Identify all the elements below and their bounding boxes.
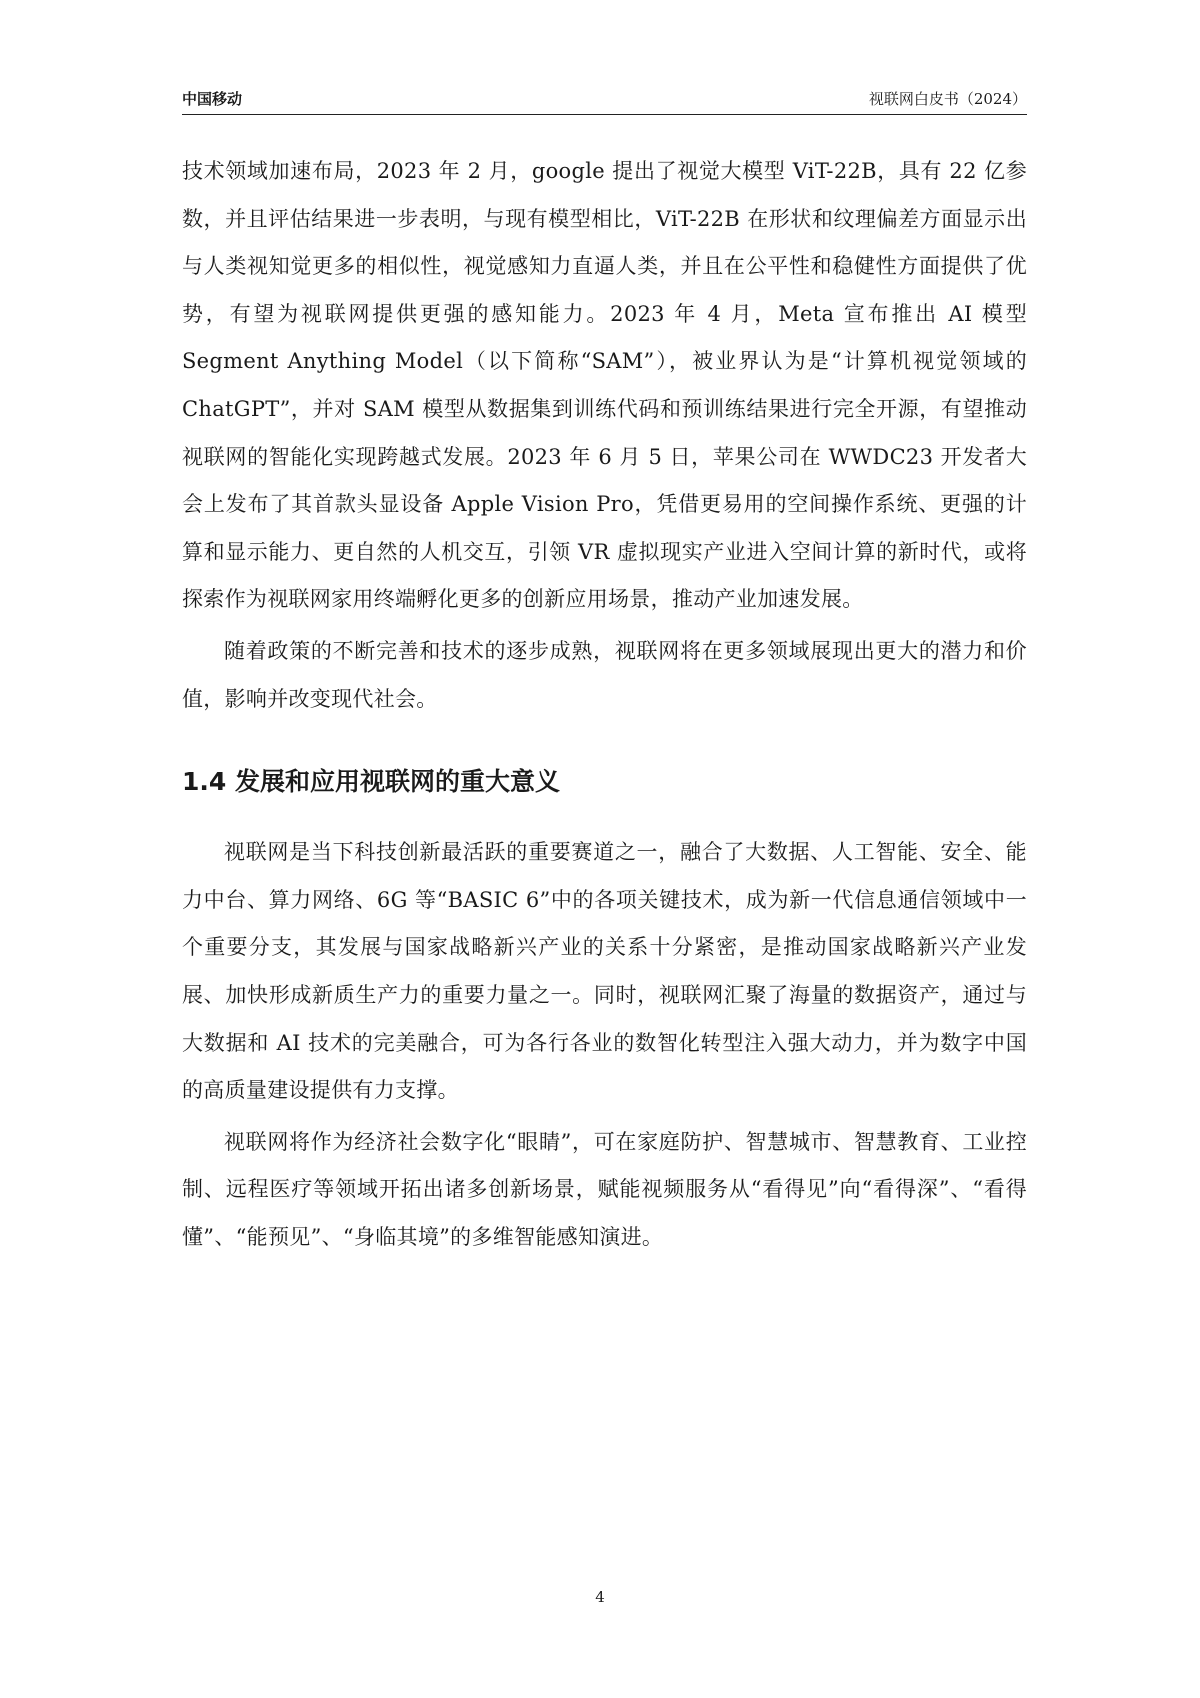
paragraph-significance-1: 视联网是当下科技创新最活跃的重要赛道之一，融合了大数据、人工智能、安全、能力中台、算力网络、6G 等“BASIC 6”中的各项关键技术，成为新一代信息通信领域中一个重要分支，其发展与国家战略新兴产业的关系十分紧密，是推动国家战略新兴产业发展、加快形成新质生产力的重要力量之一。同时，视联网汇聚了海量的数据资产，通过与大数据和 AI 技术的完美融合，可为各行各业的数智化转型注入强大动力，并为数字中国的高质量建设提供有力支撑。 bbox=[182, 840, 1027, 1103]
page-number: 4 bbox=[595, 1588, 605, 1606]
section-heading: 1.4 发展和应用视联网的重大意义 bbox=[182, 767, 560, 797]
page-content bbox=[182, 148, 1027, 1261]
paragraph-significance-2: 视联网将作为经济社会数字化“眼睛”，可在家庭防护、智慧城市、智慧教育、工业控制、远程医疗等领域开拓出诸多创新场景，赋能视频服务从“看得见”向“看得深”、“看得懂”、“能预见”、“身临其境”的多维智能感知演进。 bbox=[182, 1129, 1027, 1249]
paragraph-policy-outlook: 随着政策的不断完善和技术的逐步成熟，视联网将在更多领域展现出更大的潜力和价值，影响并改变现代社会。 bbox=[182, 638, 1027, 711]
paragraph-continuation: 技术领域加速布局，2023 年 2 月，google 提出了视觉大模型 ViT-22B，具有 22 亿参数，并且评估结果进一步表明，与现有模型相比，ViT-22B 在形状和纹理偏差方面显示出与人类视知觉更多的相似性，视觉感知力直逼人类，并且在公平性和稳健性方面提供了优势，有望为视联网提供更强的感知能力。2023 年 4 月，Meta 宣布推出 AI 模型 Segment Anything Model（以下简称“SAM”），被业界认为是“计算机视觉领域的 ChatGPT”，并对 SAM 模型从数据集到训练代码和预训练结果进行完全开源，有望推动视联网的智能化实现跨越式发展。2023 年 6 月 5 日，苹果公司在 WWDC23 开发者大会上发布了其首款头显设备 Apple Vision Pro，凭借更易用的空间操作系统、更强的计算和显示能力、更自然的人机交互，引领 VR 虚拟现实产业进入空间计算的新时代，或将探索作为视联网家用终端孵化更多的创新应用场景，推动产业加速发展。 bbox=[182, 159, 1027, 612]
page-header bbox=[182, 88, 1027, 115]
header-document-title: 视联网白皮书（2024） bbox=[868, 90, 1027, 108]
header-org-name: 中国移动 bbox=[182, 90, 243, 108]
